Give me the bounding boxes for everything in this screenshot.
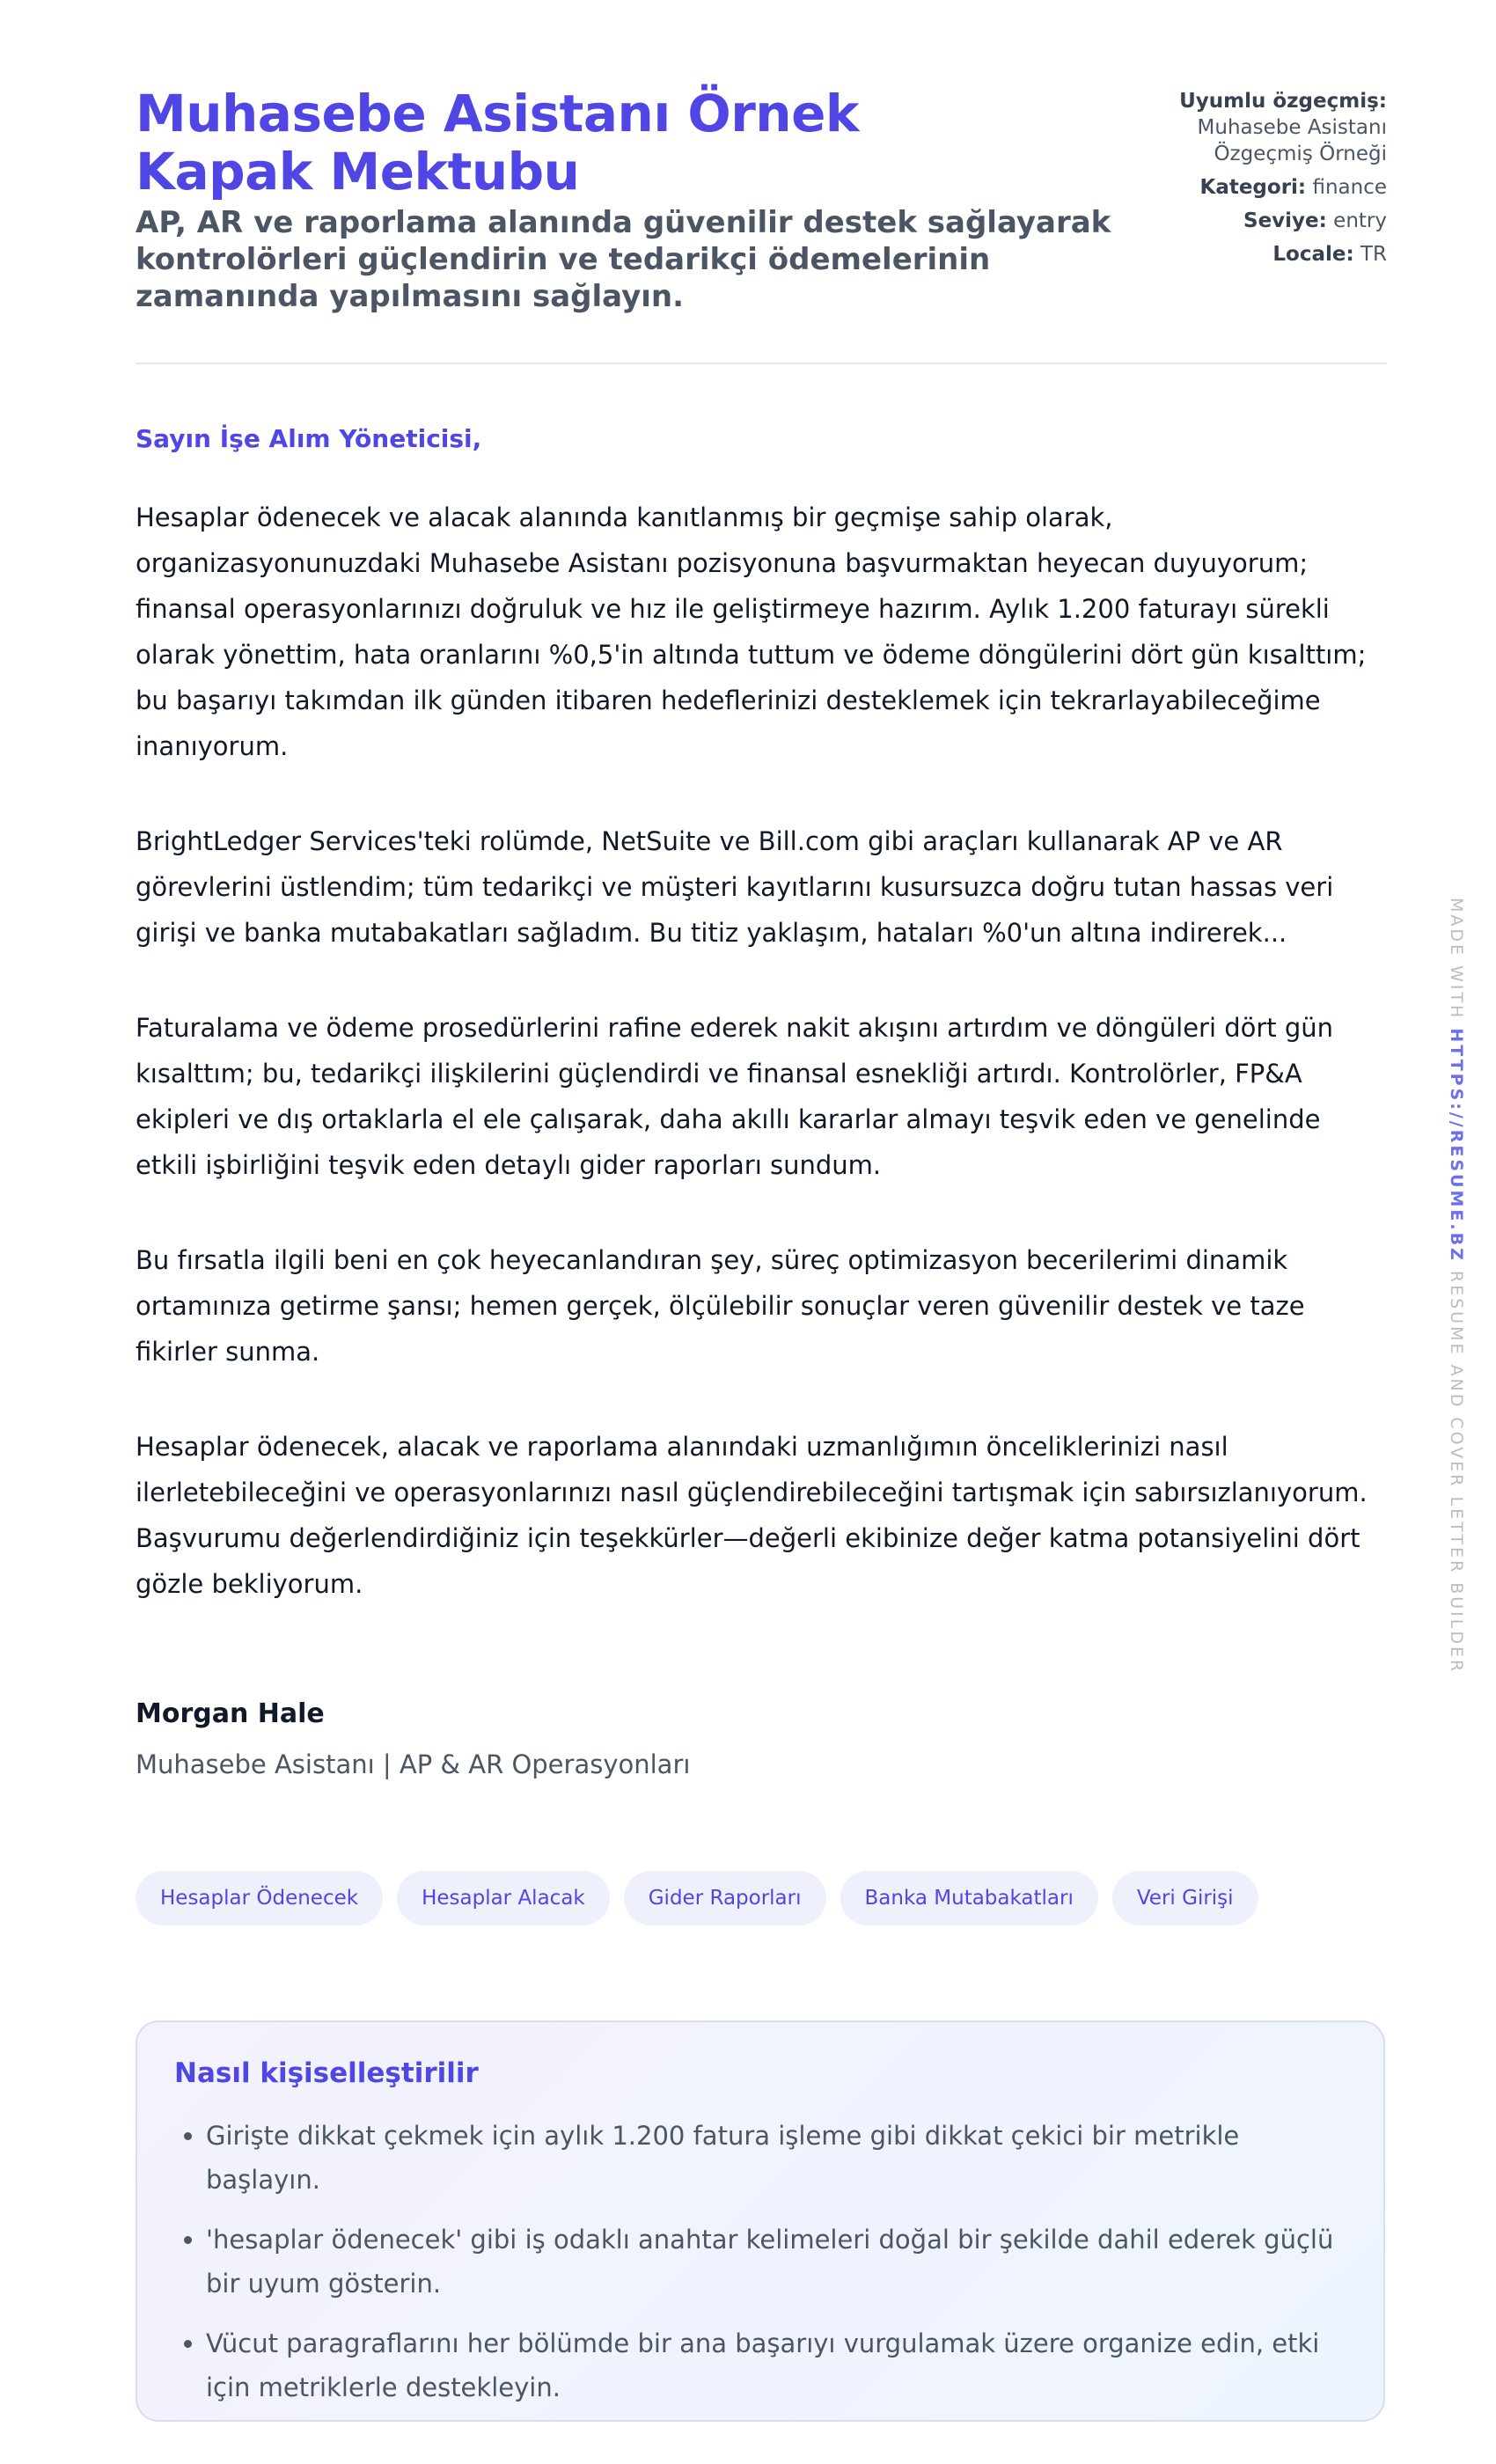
meta-resume (1123, 88, 1387, 167)
page-subtitle: AP, AR ve raporlama alanında güvenilir destek sağlayarak kontrolörleri güçlendirin ve tedarikçi ödemelerinin zamanında yapılmasını sağlayın. (136, 205, 1111, 314)
meta-level (1123, 208, 1387, 234)
watermark (1443, 898, 1470, 1675)
meta-resume-value[interactable]: Muhasebe Asistanı Özgeçmiş Örneği (1197, 116, 1387, 165)
meta-locale (1123, 241, 1387, 268)
tips-item: • 'hesaplar ödenecek' gibi iş odaklı anahtar kelimeleri doğal bir şekilde dahil ederek güçlü bir uyum gösterin. (206, 2218, 1346, 2306)
meta-category-value: finance (1312, 176, 1387, 199)
tips-item: • Girişte dikkat çekmek için aylık 1.200 fatura işleme gibi dikkat çekici bir metrikle başlayın. (206, 2114, 1346, 2202)
letter-paragraph: BrightLedger Services'teki rolümde, NetSuite ve Bill.com gibi araçları kullanarak AP ve AR görevlerini üstlendim; tüm tedarikçi ve müşteri kayıtlarını kusursuzca doğru tutan hassas veri girişi ve banka mutabakatları sağladım. Bu titiz yaklaşım, hataları %0'un altına indirerek... (136, 826, 1334, 948)
page-title: Muhasebe Asistanı Örnek Kapak Mektubu (136, 84, 859, 202)
watermark-suffix: RESUME AND COVER LETTER BUILDER (1447, 1270, 1466, 1675)
meta-level-value: entry (1333, 209, 1387, 232)
meta-category (1123, 174, 1387, 201)
cover-letter-page (136, 84, 1387, 2402)
tips-box (136, 2020, 1385, 2422)
skill-tag[interactable]: Hesaplar Ödenecek (136, 1871, 383, 1925)
letter-body (136, 495, 1387, 1656)
skill-tag[interactable]: Hesaplar Alacak (397, 1871, 610, 1925)
meta-level-label: Seviye: (1243, 209, 1327, 232)
skill-tag[interactable]: Banka Mutabakatları (840, 1871, 1098, 1925)
header-divider (136, 363, 1387, 364)
letter-paragraph: Faturalama ve ödeme prosedürlerini rafine ederek nakit akışını artırdım ve döngüleri dört gün kısalttım; bu, tedarikçi ilişkilerini güçlendirdi ve finansal esnekliği artırdı. Kontrolörler, FP&A ekipleri ve dış ortaklarla el ele çalışarak, daha akıllı kararlar almayı teşvik eden ve genelinde etkili işbirliğini teşvik eden detaylı gider raporları sundum. (136, 1013, 1334, 1180)
meta-panel (1123, 88, 1387, 275)
letter-paragraph: Bu fırsatla ilgili beni en çok heyecanlandıran şey, süreç optimizasyon becerilerimi dinamik ortamınıza getirme şansı; hemen gerçek, ölçülebilir sonuçlar veren güvenilir destek ve taze fikirler sunma. (136, 1245, 1305, 1367)
watermark-link[interactable]: HTTPS://RESUME.BZ (1447, 1028, 1466, 1263)
skill-tag[interactable]: Gider Raporları (624, 1871, 826, 1925)
watermark-text (1443, 898, 1470, 1675)
letter-paragraph: Hesaplar ödenecek, alacak ve raporlama alanındaki uzmanlığımın önceliklerinizi nasıl ilerletebileceğini ve operasyonlarınızı nasıl güçlendirebileceğini tartışmak için sabırsızlanıyorum. Başvurumu değerlendirdiğiniz için teşekkürler—değerli ekibinize değer katma potansiyelini dört gözle bekliyorum. (136, 1432, 1368, 1599)
watermark-prefix: MADE WITH (1447, 898, 1466, 1021)
meta-locale-label: Locale: (1272, 243, 1354, 266)
skill-tag[interactable]: Veri Girişi (1112, 1871, 1258, 1925)
letter-paragraph: Hesaplar ödenecek ve alacak alanında kanıtlanmış bir geçmişe sahip olarak, organizasyonunuzdaki Muhasebe Asistanı pozisyonuna başvurmaktan heyecan duyuyorum; finansal operasyonlarınızı doğruluk ve hız ile geliştirmeye hazırım. Aylık 1.200 faturayı sürekli olarak yönettim, hata oranlarını %0,5'in altında tuttum ve ödeme döngülerini dört gün kısalttım; bu başarıyı takımdan ilk günden itibaren hedeflerinizi desteklemek için tekrarlayabileceğime inanıyorum. (136, 502, 1367, 761)
meta-resume-label: Uyumlu özgeçmiş: (1179, 90, 1387, 113)
tips-list (174, 2114, 1346, 2409)
letter-greeting: Sayın İşe Alım Yöneticisi, (136, 424, 482, 453)
skill-tags (136, 1871, 1258, 1925)
meta-category-label: Kategori: (1199, 176, 1307, 199)
header (136, 84, 1387, 364)
tips-title: Nasıl kişiselleştirilir (174, 2057, 479, 2089)
tips-item: • Vücut paragraflarını her bölümde bir ana başarıyı vurgulamak üzere organize edin, etki için metriklerle destekleyin. (206, 2321, 1346, 2409)
meta-locale-value: TR (1360, 243, 1387, 266)
signature-name: Morgan Hale (136, 1698, 325, 1729)
signature-role: Muhasebe Asistanı | AP & AR Operasyonları (136, 1749, 691, 1779)
